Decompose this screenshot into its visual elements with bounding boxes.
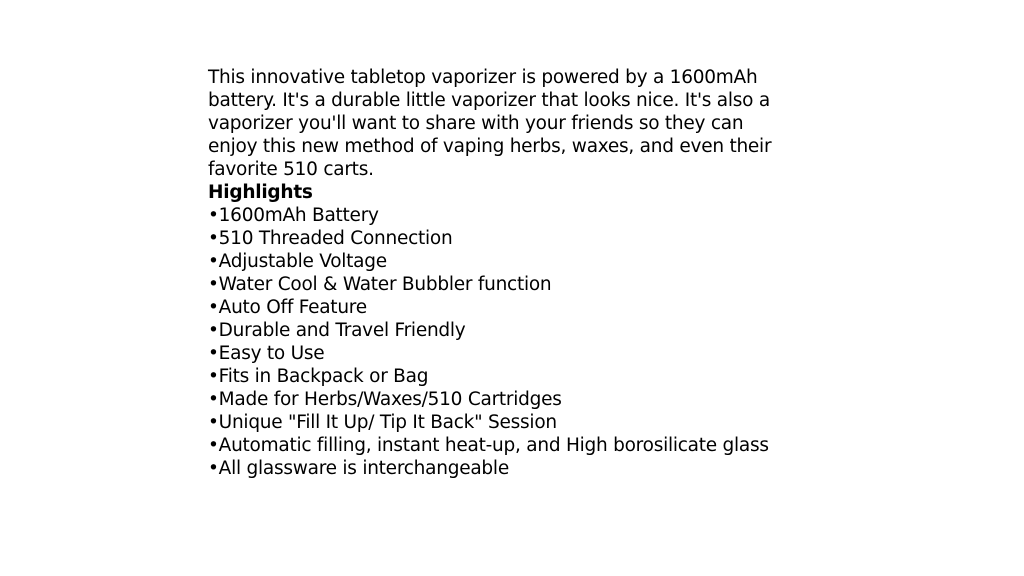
highlight-item: •1600mAh Battery <box>208 205 379 226</box>
highlight-item: •510 Threaded Connection <box>208 228 453 249</box>
intro-paragraph: This innovative tabletop vaporizer is powered by a 1600mAh battery. It's a durable little vaporizer that looks nice. It's also a vaporizer you'll want to share with your friends so they can enjoy this new method of vaping herbs, waxes, and even their favorite 510 carts. <box>208 67 772 180</box>
highlight-item: •Fits in Backpack or Bag <box>208 366 429 387</box>
highlight-item: •Unique "Fill It Up/ Tip It Back" Session <box>208 412 557 433</box>
product-description <box>208 66 818 480</box>
highlight-item: •Water Cool & Water Bubbler function <box>208 274 552 295</box>
highlight-item: •Made for Herbs/Waxes/510 Cartridges <box>208 389 562 410</box>
highlight-item: •Automatic filling, instant heat-up, and High borosilicate glass <box>208 435 769 456</box>
highlight-item: •Durable and Travel Friendly <box>208 320 466 341</box>
highlight-item: •All glassware is interchangeable <box>208 458 509 479</box>
highlights-list <box>208 204 818 480</box>
highlights-heading: Highlights <box>208 182 313 203</box>
highlight-item: •Adjustable Voltage <box>208 251 387 272</box>
highlight-item: •Auto Off Feature <box>208 297 367 318</box>
highlight-item: •Easy to Use <box>208 343 325 364</box>
